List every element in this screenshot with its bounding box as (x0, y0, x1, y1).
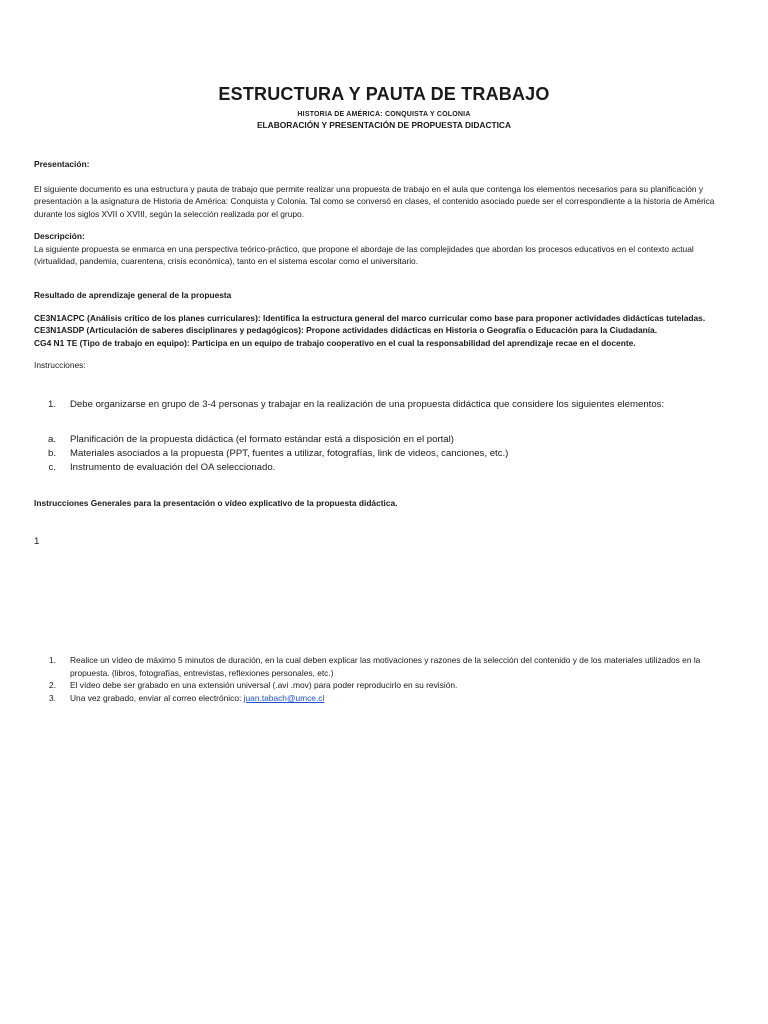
resultado-item: CE3N1ASDP (Articulación de saberes disciplinares y pedagógicos): Propone actividades didácticas en Historia o Geografía o Educación para la Ciudadanía. (34, 325, 658, 336)
descripcion-section (34, 230, 734, 268)
list-item (34, 398, 734, 412)
resultado-item: CE3N1ACPC (Análisis crítico de los planes curriculares): Identifica la estructura general del marco curricular como base para proponer actividades didácticas tuteladas. (34, 312, 706, 323)
list-item (34, 654, 734, 679)
resultado-item: CG4 N1 TE (Tipo de trabajo en equipo): Participa en un equipo de trabajo cooperativo en el cual la responsabilidad del aprendizaje recae en el docente. (34, 337, 636, 348)
page-number: 1 (34, 536, 40, 547)
list-text: Debe organizarse en grupo de 3-4 personas y trabajar en la realización de una propuesta didáctica que considere los siguientes elementos: (70, 399, 665, 410)
video-list (34, 654, 734, 704)
resultado-heading: Resultado de aprendizaje general de la propuesta (34, 290, 232, 300)
descripcion-heading: Descripción: (34, 231, 85, 241)
list-text: Planificación de la propuesta didáctica (el formato estándar está a disposición en el portal) (70, 434, 454, 445)
list-item (34, 679, 734, 692)
list-letter: a. (47, 434, 56, 445)
list-letter: c. (48, 462, 56, 473)
instrucciones-sublist (34, 433, 734, 475)
instrucciones-list (34, 398, 734, 412)
presentacion-body: El siguiente documento es una estructura y pauta de trabajo que permite realizar una propuesta de trabajo en el aula que contenga los elementos necesarios para su planificación y presentación a la asignatura de Historia de América: Conquista y Colonia. Tal como se conversó en clases, el contenido asociado puede ser el correspondiente a la historia de América durante los siglos XVII o XVIII, según la selección realizada por el grupo. (34, 183, 715, 219)
presentacion-section (34, 158, 734, 220)
list-item (34, 447, 734, 461)
list-item (34, 461, 734, 475)
list-text: Realice un vídeo de máximo 5 minutos de duración, en la cual deben explicar las motivaciones y razones de la selección del contenido y de los materiales utilizados en la propuesta. (libros, fotografías, entrevistas, reflexiones personales, etc.) (70, 655, 701, 678)
list-number: 1. (47, 399, 56, 410)
document-subtitle: HISTORIA DE AMÉRICA: CONQUISTA Y COLONIA (297, 111, 471, 118)
list-text: Instrumento de evaluación del OA seleccionado. (70, 462, 276, 473)
list-number: 3. (49, 692, 56, 703)
document-subtitle-secondary: ELABORACIÓN Y PRESENTACIÓN DE PROPUESTA DIDACTICA (256, 120, 512, 130)
list-item (34, 692, 734, 705)
list-text (70, 692, 734, 705)
list-number: 2. (49, 680, 56, 691)
resultado-section (34, 289, 734, 349)
list-letter: b. (47, 448, 56, 459)
email-link[interactable]: juan.tabach@umce.cl (243, 692, 325, 703)
document-title: ESTRUCTURA Y PAUTA DE TRABAJO (218, 84, 550, 104)
list-text: Materiales asociados a la propuesta (PPT, fuentes a utilizar, fotografías, link de videos, canciones, etc.) (70, 448, 509, 459)
list-number: 1. (49, 655, 56, 665)
email-instruction: Una vez grabado, enviar al correo electrónico: (70, 692, 244, 703)
instrucciones-heading: Instrucciones: (34, 360, 86, 370)
generales-heading: Instrucciones Generales para la presentación o vídeo explicativo de la propuesta didáctica. (34, 498, 398, 508)
presentacion-heading: Presentación: (34, 159, 90, 169)
descripcion-body: La siguiente propuesta se enmarca en una perspectiva teórico-práctico, que propone el abordaje de las complejidades que abordan los procesos educativos en el contexto actual (virtualidad, pandemia, cuarentena, crisis económica), tanto en el sistema escolar como el universitario. (34, 243, 694, 267)
list-text: El vídeo debe ser grabado en una extensión universal (.avi .mov) para poder reproducirlo en su revisión. (70, 680, 458, 691)
list-item (34, 433, 734, 447)
